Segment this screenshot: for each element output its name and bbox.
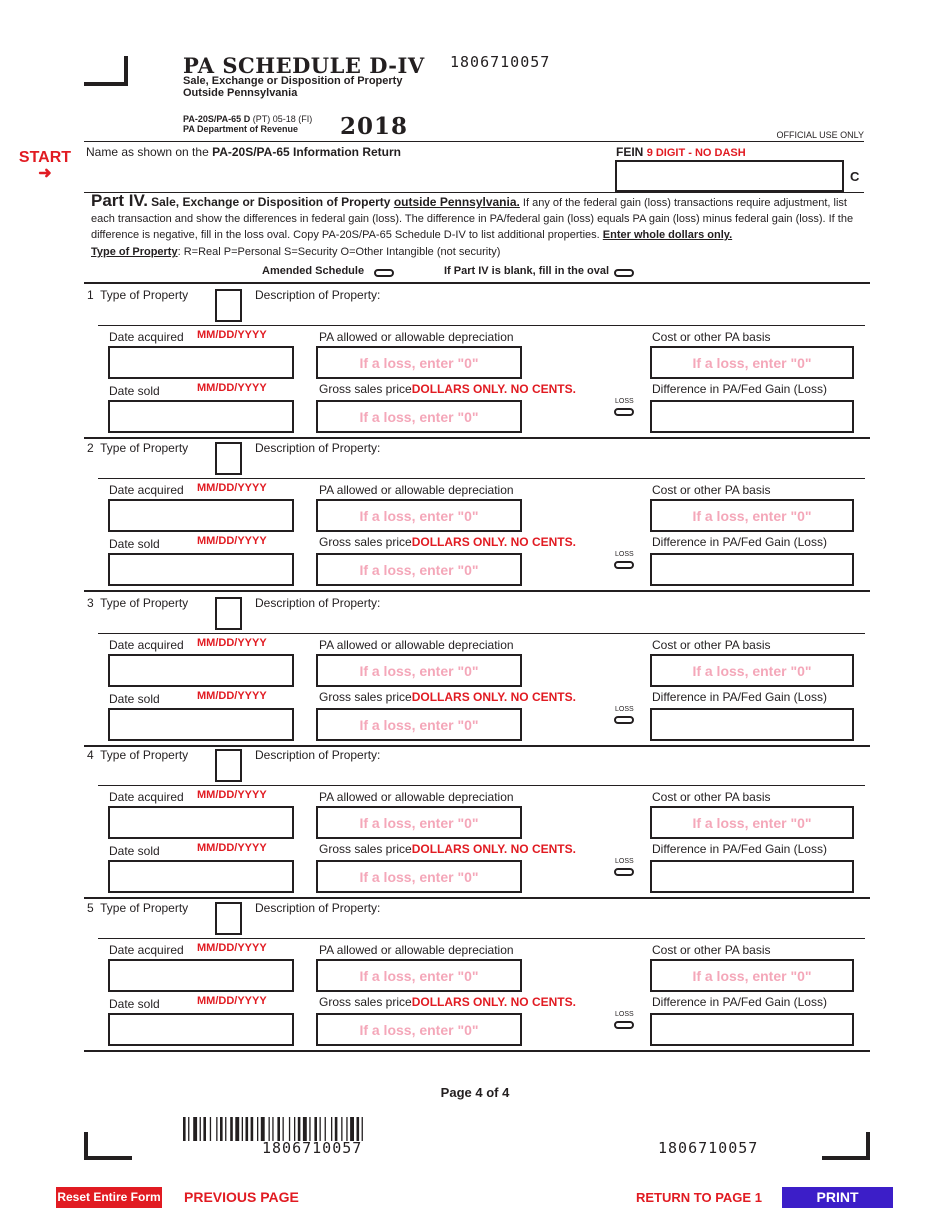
barcode-bar [203,1117,206,1141]
types-label: Type of Property [91,246,178,258]
depreciation-label: PA allowed or allowable depreciation [319,943,514,957]
barcode-image [183,1117,448,1141]
depreciation-hint: If a loss, enter "0" [359,815,479,831]
name-label-bold: PA-20S/PA-65 Information Return [212,145,401,159]
property-type-label [87,596,188,610]
difference-label: Difference in PA/Fed Gain (Loss) [652,690,827,704]
depreciation-hint: If a loss, enter "0" [359,355,479,371]
description-input[interactable] [255,304,865,324]
gross-sales-input[interactable] [316,708,522,741]
description-input[interactable] [255,612,865,632]
barcode-bar [193,1117,197,1141]
name-field-label [86,145,401,159]
loss-oval[interactable] [614,868,634,876]
part-body: If any of the federal gain (loss) transactions require adjustment, list each transaction and show the differences in federal gain (loss). The difference in PA/federal gain (loss) equals PA gain (loss) minus federal gain (loss). If the difference is negative, fill in the loss oval. Copy PA-20S/PA-65 Schedule D-IV to list additional properties. [91,197,854,241]
description-input[interactable] [255,764,865,784]
depreciation-hint: If a loss, enter "0" [359,663,479,679]
barcode-bar [309,1117,310,1141]
property-type-text: Type of Property [100,901,189,915]
difference-label: Difference in PA/Fed Gain (Loss) [652,995,827,1009]
types-values: : R=Real P=Personal S=Security O=Other Intangible (not security) [177,246,501,258]
form-code-rest: (PT) 05-18 (FI) [252,114,313,124]
barcode-bar [331,1117,332,1141]
gross-sales-input[interactable] [316,1013,522,1046]
barcode-bar [350,1117,354,1141]
date-acquired-hint: MM/DD/YYYY [197,942,267,954]
loss-oval[interactable] [614,561,634,569]
loss-label: LOSS [615,706,634,713]
gross-sales-label: Gross sales price [319,535,412,549]
name-input[interactable] [84,160,614,192]
barcode-bar [269,1117,270,1141]
cost-basis-input[interactable] [650,499,854,532]
property-type-label [87,901,188,915]
property-type-text: Type of Property [100,441,189,455]
cost-basis-input[interactable] [650,806,854,839]
date-acquired-input[interactable] [108,499,294,532]
date-acquired-label: Date acquired [109,483,184,497]
gross-sales-input[interactable] [316,553,522,586]
property-type-input[interactable] [215,597,242,630]
barcode-bar [357,1117,360,1141]
gross-sales-hint: If a loss, enter "0" [359,562,479,578]
difference-input[interactable] [650,1013,854,1046]
description-rule [98,938,865,939]
gross-sales-hint: If a loss, enter "0" [359,1022,479,1038]
property-type-input[interactable] [215,902,242,935]
cost-basis-label: Cost or other PA basis [652,330,771,344]
loss-label: LOSS [615,1011,634,1018]
part-body-bold: Enter whole dollars only. [602,229,733,241]
date-acquired-input[interactable] [108,959,294,992]
difference-input[interactable] [650,860,854,893]
part-instructions [91,193,873,243]
gross-sales-hint: If a loss, enter "0" [359,869,479,885]
description-input[interactable] [255,457,865,477]
property-number: 1 [87,288,94,302]
department: PA Department of Revenue [183,124,299,134]
gross-sales-label: Gross sales price [319,382,412,396]
property-type-input[interactable] [215,749,242,782]
cost-basis-hint: If a loss, enter "0" [692,508,812,524]
barcode-bar [362,1117,363,1141]
cost-basis-input[interactable] [650,654,854,687]
property-type-label [87,441,188,455]
print-button[interactable]: PRINT [782,1187,893,1208]
date-sold-input[interactable] [108,708,294,741]
start-arrow-icon: ➜ [38,165,52,182]
gross-sales-dollars-hint: DOLLARS ONLY. NO CENTS. [411,535,576,549]
barcode-bar [335,1117,338,1141]
cost-basis-input[interactable] [650,346,854,379]
start-indicator [18,150,72,182]
depreciation-input[interactable] [316,346,522,379]
property-type-input[interactable] [215,442,242,475]
barcode-bar [216,1117,217,1141]
amended-schedule-label: Amended Schedule [262,265,365,277]
cost-basis-hint: If a loss, enter "0" [692,355,812,371]
barcode-bar [183,1117,186,1141]
part-blank-label: If Part IV is blank, fill in the oval [444,265,610,277]
property-section-1 [0,284,950,438]
barcode-bar [277,1117,280,1141]
date-sold-label: Date sold [109,997,160,1011]
barcode-bar [225,1117,226,1141]
barcode-bar [230,1117,233,1141]
loss-oval[interactable] [614,408,634,416]
barcode-bar [325,1117,326,1141]
header-rule [84,141,864,142]
fein-hint: 9 DIGIT - NO DASH [646,147,746,159]
date-sold-label: Date sold [109,844,160,858]
page-number: Page 4 of 4 [440,1085,510,1100]
difference-input[interactable] [650,553,854,586]
date-sold-input[interactable] [108,400,294,433]
description-label: Description of Property: [255,901,381,915]
reset-form-button[interactable]: Reset Entire Form [56,1187,162,1208]
property-type-text: Type of Property [100,596,189,610]
gross-sales-hint: If a loss, enter "0" [359,717,479,733]
depreciation-input[interactable] [316,959,522,992]
gross-sales-label: Gross sales price [319,995,412,1009]
registration-mark-bottom-left [84,1132,132,1160]
date-acquired-hint: MM/DD/YYYY [197,637,267,649]
barcode-bar [188,1117,189,1141]
gross-sales-hint: If a loss, enter "0" [359,409,479,425]
fein-label: FEIN [616,145,644,159]
form-subtitle [183,75,413,99]
cost-basis-label: Cost or other PA basis [652,790,771,804]
cost-basis-hint: If a loss, enter "0" [692,663,812,679]
date-acquired-label: Date acquired [109,790,184,804]
gross-sales-dollars-hint: DOLLARS ONLY. NO CENTS. [411,842,576,856]
date-acquired-label: Date acquired [109,638,184,652]
barcode-bar [242,1117,243,1141]
section-rule [84,1050,870,1052]
barcode-bar [235,1117,239,1141]
depreciation-hint: If a loss, enter "0" [359,508,479,524]
depreciation-label: PA allowed or allowable depreciation [319,790,514,804]
barcode-bar [320,1117,321,1141]
property-section-2 [0,437,950,591]
date-acquired-hint: MM/DD/YYYY [197,482,267,494]
barcode-bar [220,1117,223,1141]
barcode-bar [298,1117,301,1141]
depreciation-label: PA allowed or allowable depreciation [319,330,514,344]
barcode-bar [200,1117,201,1141]
amended-schedule-oval[interactable] [374,269,394,277]
gross-sales-label-group [319,382,576,396]
description-rule [98,478,865,479]
start-label: START [18,149,72,166]
fein-input[interactable] [615,160,844,192]
depreciation-input[interactable] [316,806,522,839]
barcode-bar [251,1117,254,1141]
date-sold-label: Date sold [109,537,160,551]
registration-mark-top-left [84,56,128,86]
barcode-bar [246,1117,249,1141]
property-section-5 [0,897,950,1051]
date-acquired-label: Date acquired [109,943,184,957]
date-sold-hint: MM/DD/YYYY [197,842,267,854]
property-type-input[interactable] [215,289,242,322]
property-number: 3 [87,596,94,610]
form-code [183,114,312,134]
type-of-property-legend [91,246,500,258]
date-sold-label: Date sold [109,384,160,398]
difference-label: Difference in PA/Fed Gain (Loss) [652,842,827,856]
date-acquired-input[interactable] [108,806,294,839]
date-sold-hint: MM/DD/YYYY [197,535,267,547]
return-to-page-1-button[interactable]: RETURN TO PAGE 1 [636,1190,762,1205]
gross-sales-label: Gross sales price [319,842,412,856]
gross-sales-input[interactable] [316,860,522,893]
property-section-3 [0,592,950,746]
official-use-label: OFFICIAL USE ONLY [776,130,864,140]
property-type-label [87,748,188,762]
property-section-4 [0,744,950,898]
description-rule [98,785,865,786]
loss-oval[interactable] [614,716,634,724]
depreciation-hint: If a loss, enter "0" [359,968,479,984]
barcode-bar [272,1117,273,1141]
date-acquired-label: Date acquired [109,330,184,344]
barcode-number: 1806710057 [262,1139,363,1157]
cost-basis-label: Cost or other PA basis [652,638,771,652]
description-rule [98,325,865,326]
gross-sales-label-group [319,690,576,704]
barcode-number-right: 1806710057 [658,1139,759,1157]
barcode-bar [346,1117,347,1141]
gross-sales-label-group [319,995,576,1009]
part-heading: Part IV. [91,191,149,210]
barcode-bar [303,1117,307,1141]
cost-basis-label: Cost or other PA basis [652,943,771,957]
date-sold-hint: MM/DD/YYYY [197,690,267,702]
date-acquired-input[interactable] [108,346,294,379]
difference-input[interactable] [650,708,854,741]
property-type-text: Type of Property [100,748,189,762]
description-label: Description of Property: [255,748,381,762]
gross-sales-dollars-hint: DOLLARS ONLY. NO CENTS. [411,995,576,1009]
loss-oval[interactable] [614,1021,634,1029]
gross-sales-label: Gross sales price [319,690,412,704]
barcode-bar [283,1117,284,1141]
date-acquired-hint: MM/DD/YYYY [197,789,267,801]
date-acquired-hint: MM/DD/YYYY [197,329,267,341]
date-sold-input[interactable] [108,860,294,893]
depreciation-input[interactable] [316,499,522,532]
form-code-bold: PA-20S/PA-65 D [183,114,251,124]
property-number: 5 [87,901,94,915]
subtitle-line-1: Sale, Exchange or Disposition of Property [183,75,403,87]
previous-page-button[interactable]: PREVIOUS PAGE [184,1189,299,1205]
date-acquired-input[interactable] [108,654,294,687]
fein-suffix: C [850,169,860,184]
difference-label: Difference in PA/Fed Gain (Loss) [652,382,827,396]
difference-input[interactable] [650,400,854,433]
description-label: Description of Property: [255,441,381,455]
gross-sales-label-group [319,535,576,549]
depreciation-label: PA allowed or allowable depreciation [319,483,514,497]
depreciation-label: PA allowed or allowable depreciation [319,638,514,652]
barcode-bar [261,1117,265,1141]
property-number: 2 [87,441,94,455]
barcode-bar [289,1117,290,1141]
date-sold-input[interactable] [108,1013,294,1046]
name-label-prefix: Name as shown on the [86,145,213,159]
description-input[interactable] [255,917,865,937]
loss-label: LOSS [615,858,634,865]
gross-sales-dollars-hint: DOLLARS ONLY. NO CENTS. [411,382,576,396]
depreciation-input[interactable] [316,654,522,687]
date-sold-hint: MM/DD/YYYY [197,382,267,394]
date-sold-hint: MM/DD/YYYY [197,995,267,1007]
gross-sales-input[interactable] [316,400,522,433]
date-sold-label: Date sold [109,692,160,706]
loss-label: LOSS [615,398,634,405]
cost-basis-hint: If a loss, enter "0" [692,815,812,831]
form-title: PA SCHEDULE D-IV [183,53,425,78]
property-type-text: Type of Property [100,288,189,302]
subtitle-line-2: Outside Pennsylvania [183,87,298,99]
property-number: 4 [87,748,94,762]
tax-year: 2018 [340,113,409,140]
part-title-b: outside Pennsylvania. [393,195,520,209]
description-label: Description of Property: [255,288,381,302]
fein-label-group [616,145,746,159]
part-blank-oval[interactable] [614,269,634,277]
gross-sales-label-group [319,842,576,856]
property-type-label [87,288,188,302]
gross-sales-dollars-hint: DOLLARS ONLY. NO CENTS. [411,690,576,704]
header-barcode-number: 1806710057 [450,53,551,71]
barcode-bar [314,1117,317,1141]
part-title-a: Sale, Exchange or Disposition of Property [151,195,394,209]
date-sold-input[interactable] [108,553,294,586]
difference-label: Difference in PA/Fed Gain (Loss) [652,535,827,549]
barcode-bar [341,1117,342,1141]
barcode-bar [294,1117,295,1141]
cost-basis-input[interactable] [650,959,854,992]
cost-basis-hint: If a loss, enter "0" [692,968,812,984]
loss-label: LOSS [615,551,634,558]
barcode-bar [257,1117,258,1141]
barcode-bar [210,1117,211,1141]
cost-basis-label: Cost or other PA basis [652,483,771,497]
description-rule [98,633,865,634]
description-label: Description of Property: [255,596,381,610]
registration-mark-bottom-right [822,1132,870,1160]
